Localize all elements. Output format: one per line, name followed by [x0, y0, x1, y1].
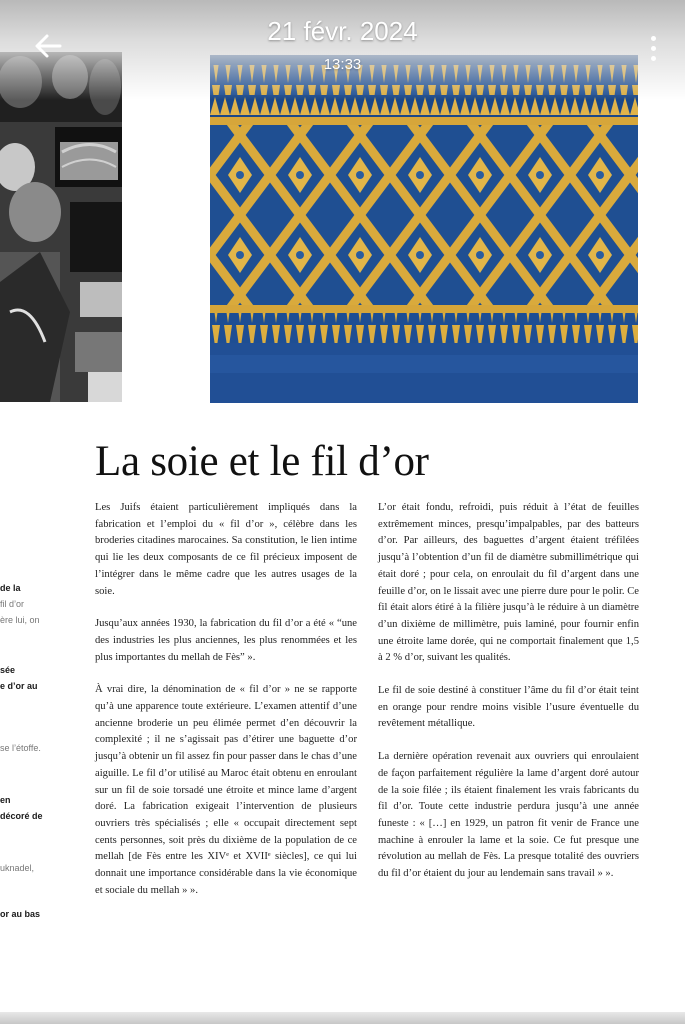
viewer-top-bar	[0, 0, 685, 100]
photo-date: 21 févr. 2024	[267, 16, 418, 46]
margin-note: ère lui, on	[0, 615, 40, 625]
paragraph: L’or était fondu, refroidi, puis réduit à l’état de feuilles extrêmement minces, presqu’impalpables, par des batteurs d’or. Par ailleurs, des baguettes d’argent étaient tréfilées jusqu’à l’obtention d’un fil de diamètre submillimétrique qui était doré ; pour cela, on enroulait du fil d’argent dans une feuille d’or, on le lissait avec une pierre dure pour le polir. Ce fil était alors étiré à la filière jusqu’à le réduire à un diamètre d’un dixième de millimètre, puis laminé, pour fournir enfin une étroite lame dorée, qui ne comportait finalement que 1,5 à 2 % d’or, suivant les qualités.	[378, 502, 639, 664]
article-title: La soie et le fil d’or	[95, 438, 429, 485]
margin-note: sée	[0, 665, 16, 675]
paragraph: Les Juifs étaient particulièrement impliqués dans la fabrication et l’emploi du « fil d’or », célèbre dans les broderies citadines marocaines. Sa constitution, le lien intime qui lie les deux composants de ce fil précieux imposent de l’intégrer dans le même cadre que les autres usages de la soie.	[95, 502, 357, 597]
margin-note: or au bas	[0, 909, 41, 919]
more-vertical-icon	[651, 36, 656, 41]
paragraph: À vrai dire, la dénomination de « fil d’or » ne se rapporte qu’à une apparence toute extérieure. L’examen attentif d’une ancienne broderie un peu élimée permet d’en découvrir la complexité ; il ne s’agissait pas d’étirer une baguette d’or jusqu’à obtenir un fil assez fin pour passer dans le chas d’une aiguille. Le fil d’or utilisé au Maroc était obtenu en enroulant sur un fil de soie torsadé une étroite et mince lame d’argent doré. La fabrication exigeait l’intervention de plusieurs ouvriers très spécialisés ; elle « occupait directement sept cents personnes, soit près du dixième de la population de ce mellah [de Fès entre les XIVᵉ et XVIIᵉ siècles], ce qui lui donnait une importance considérable dans la vie économique et sociale du mellah » ».	[95, 684, 357, 896]
margin-note: e d’or au	[0, 681, 38, 691]
gold-embroidery-photo	[210, 55, 638, 403]
paragraph: La dernière opération revenait aux ouvriers qui enroulaient de façon parfaitement régulière la lame d’argent doré autour de la soie filée ; ils étaient finalement les vrais fabricants du fil d’or. Toute cette industrie perdura jusqu’à une année funeste : « […] en 1929, un patron fit venir de France une machine à enrouler la lame et la soie. Ce fut presque une révolution au mellah de Fès. La presque totalité des ouvriers du fil d’or étaient du jour au lendemain sans travail » ».	[378, 751, 639, 880]
article-column-left	[95, 500, 357, 915]
margin-note: uknadel,	[0, 863, 35, 873]
article-column-right	[378, 500, 639, 899]
margin-note: en	[0, 795, 11, 805]
margin-note: de la	[0, 583, 21, 593]
paragraph: Le fil de soie destiné à constituer l’âme du fil d’or était teint en orange pour rendre moins visible l’usure éventuelle du revêtement métallique.	[378, 685, 639, 730]
paragraph: Jusqu’aux années 1930, la fabrication du fil d’or a été « “une des industries les plus anciennes, les plus renommées et les plus importantes du mellah de Fès” ».	[95, 618, 357, 663]
margin-note: fil d’or	[0, 599, 25, 609]
photo-time: 13:33	[323, 56, 362, 73]
market-photo	[0, 52, 122, 402]
margin-note: se l’étoffe.	[0, 743, 41, 753]
page-bottom-edge	[0, 1012, 685, 1024]
more-options-button[interactable]	[643, 30, 663, 66]
margin-note: décoré de	[0, 811, 43, 821]
